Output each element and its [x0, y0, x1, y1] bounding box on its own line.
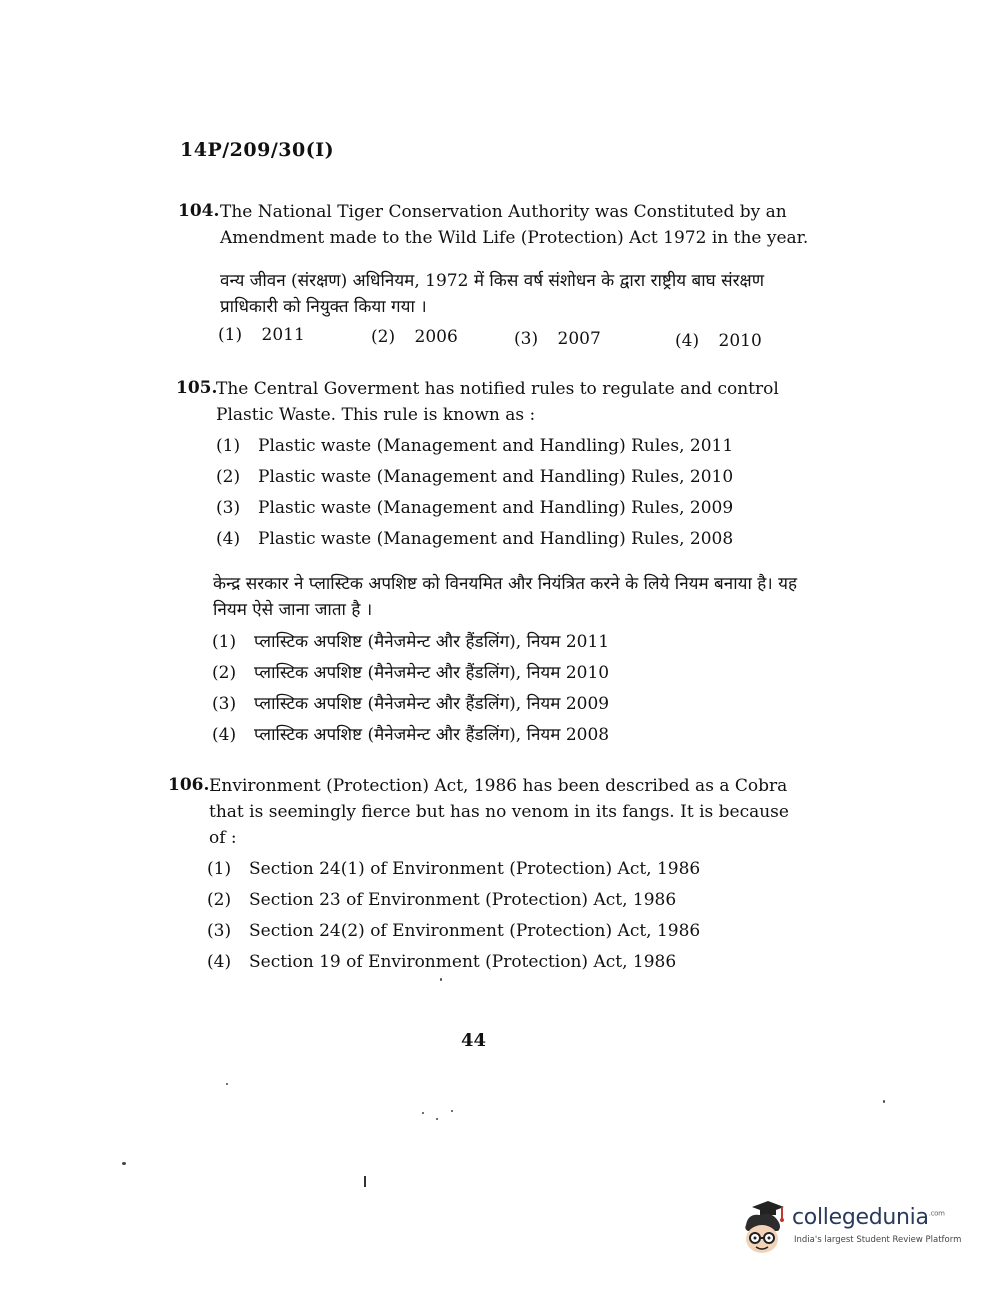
scan-speck — [436, 1118, 438, 1120]
option-text: प्लास्टिक अपशिष्ट (मैनेजमेन्ट और हैंडलिंग), नियम 2011 — [254, 632, 610, 652]
option-text: Plastic waste (Management and Handling) Rules, 2011 — [258, 436, 734, 456]
option-text: प्लास्टिक अपशिष्ट (मैनेजमेन्ट और हैंडलिंग), नियम 2009 — [254, 694, 610, 714]
scan-speck — [883, 1100, 885, 1103]
option-text: Plastic waste (Management and Handling) Rules, 2009 — [258, 498, 734, 518]
option — [371, 327, 458, 347]
option-number: (4) — [212, 725, 237, 745]
option-number: (4) — [675, 331, 700, 351]
option-text: Plastic waste (Management and Handling) Rules, 2008 — [258, 529, 734, 549]
question-text-hindi: केन्द्र सरकार ने प्लास्टिक अपशिष्ट को विनयमित और नियंत्रित करने के लिये नियम बनाया है। यह नियम ऐसे जाना जाता है । — [213, 574, 798, 620]
scan-speck — [422, 1112, 424, 1114]
scan-speck — [451, 1110, 453, 1112]
option-hindi — [212, 660, 609, 683]
option-number: (3) — [207, 921, 232, 941]
option-text: 2011 — [261, 325, 305, 345]
option-number: (1) — [216, 436, 241, 456]
option-text: Section 19 of Environment (Protection) Act, 1986 — [249, 952, 677, 972]
option-number: (3) — [212, 694, 237, 714]
option-text: 2010 — [718, 331, 762, 351]
option-text: Section 24(1) of Environment (Protection) Act, 1986 — [249, 859, 701, 879]
option-number: (2) — [371, 327, 396, 347]
option-text: 2006 — [414, 327, 458, 347]
option-number: (3) — [216, 498, 241, 518]
option-number: (2) — [207, 890, 232, 910]
option-text: 2007 — [557, 329, 601, 349]
brand-dotcom: .com — [928, 1209, 945, 1218]
mascot-logo-icon — [738, 1199, 790, 1259]
option-text: प्लास्टिक अपशिष्ट (मैनेजमेन्ट और हैंडलिंग), नियम 2010 — [254, 663, 610, 683]
option-text: Section 23 of Environment (Protection) Act, 1986 — [249, 890, 677, 910]
option — [216, 467, 733, 487]
option — [207, 859, 700, 879]
scan-speck — [440, 978, 442, 981]
brand-tagline: India's largest Student Review Platform — [794, 1235, 962, 1245]
scan-mark — [364, 1176, 366, 1187]
question-text: Environment (Protection) Act, 1986 has been described as a Cobra that is seemingly fierce but has no venom in its fangs. It is because of : — [209, 776, 789, 848]
option — [207, 921, 700, 941]
collegedunia-watermark — [738, 1199, 968, 1259]
option-number: (1) — [212, 632, 237, 652]
question-text: The Central Goverment has notified rules to regulate and control Plastic Waste. This rule is known as : — [216, 379, 779, 425]
scan-speck — [122, 1162, 126, 1165]
option-hindi — [212, 691, 609, 714]
option-number: (3) — [514, 329, 539, 349]
scan-speck — [226, 1083, 228, 1085]
option — [207, 952, 676, 972]
option-hindi — [212, 722, 609, 745]
brand-name — [792, 1205, 945, 1230]
question-text-hindi: वन्य जीवन (संरक्षण) अधिनियम, 1972 में किस वर्ष संशोधन के द्वारा राष्ट्रीय बाघ संरक्षण प्राधिकारी को नियुक्त किया गया । — [220, 271, 765, 317]
option — [218, 325, 305, 345]
page-number: 44 — [461, 1030, 487, 1051]
option-number: (4) — [207, 952, 232, 972]
option-text: Section 24(2) of Environment (Protection) Act, 1986 — [249, 921, 701, 941]
option — [216, 498, 733, 518]
option — [207, 890, 676, 910]
question-text: The National Tiger Conservation Authority was Constituted by an Amendment made to the Wild Life (Protection) Act 1972 in the year. — [220, 202, 809, 248]
option — [675, 331, 762, 351]
option — [514, 329, 601, 349]
question-number: 105. — [176, 378, 218, 398]
option-text: प्लास्टिक अपशिष्ट (मैनेजमेन्ट और हैंडलिंग), नियम 2008 — [254, 725, 610, 745]
option-text: Plastic waste (Management and Handling) Rules, 2010 — [258, 467, 734, 487]
option-number: (1) — [207, 859, 232, 879]
option — [216, 529, 733, 549]
paper-code: 14P/209/30(I) — [180, 139, 335, 161]
question-number: 106. — [168, 775, 210, 795]
option-number: (2) — [212, 663, 237, 683]
brand-text: collegedunia — [792, 1205, 929, 1230]
option-number: (4) — [216, 529, 241, 549]
question-number: 104. — [178, 201, 220, 221]
option-number: (2) — [216, 467, 241, 487]
option-hindi — [212, 629, 609, 652]
option — [216, 436, 733, 456]
option-number: (1) — [218, 325, 243, 345]
